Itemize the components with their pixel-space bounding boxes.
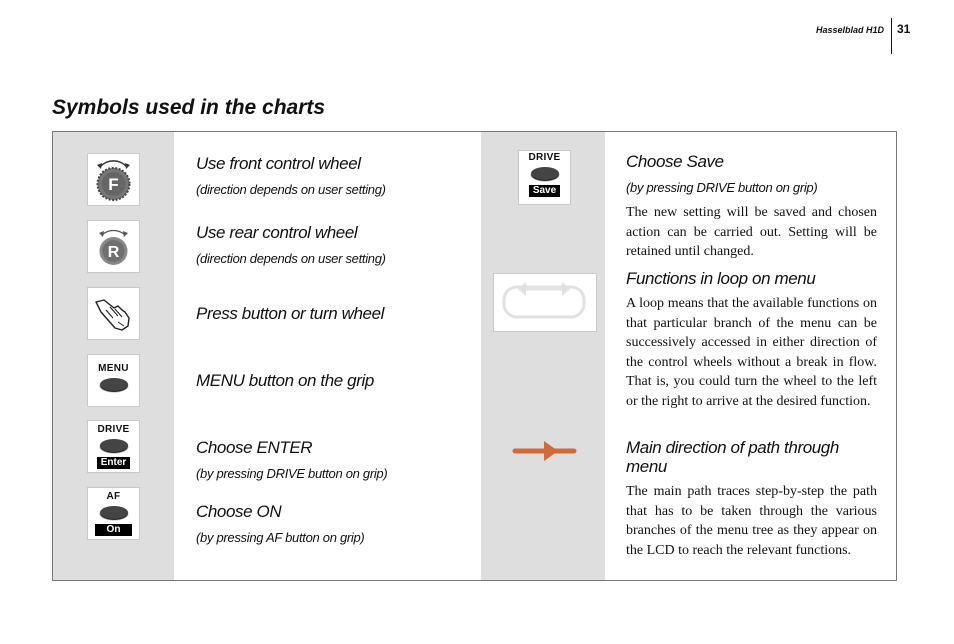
drive-button-label: DRIVE [528,152,561,163]
row-title: Functions in loop on menu [626,269,816,288]
page-number: 31 [897,22,911,36]
row-title: Main direction of path through menu [626,438,839,476]
save-tag: Save [529,185,560,197]
grip-button-shape [100,506,128,519]
menu-button-icon [87,354,140,407]
row-title: Choose ENTER [196,438,313,457]
brand-label: Hasselblad H1D [815,25,884,35]
drive-button-label: DRIVE [97,424,130,435]
row-description: A loop means that the available functions on that particular branch of the menu can be successively accessed in either direction of the control wheels without a break in flow. That is, you could turn the wheel to the left or the right to arrive at the desired function. [626,296,877,409]
row-subtitle: (direction depends on user setting) [196,182,386,197]
wheel-letter-f: F [108,175,119,194]
grip-button-shape [100,378,128,391]
row-title: Use front control wheel [196,154,361,173]
symbols-table [52,131,897,581]
af-on-button-icon [87,487,140,540]
row-subtitle: (by pressing AF button on grip) [196,530,365,545]
on-tag: On [95,524,133,536]
enter-tag: Enter [97,457,131,469]
row-title: Choose ON [196,502,282,521]
page-title: Symbols used in the charts [52,96,326,119]
drive-save-button-icon [518,150,571,205]
row-subtitle: (direction depends on user setting) [196,251,386,266]
row-description: The main path traces step-by-step the path that has to be taken through the various branches of the menu tree as they appear on the LCD to reach the relevant functions. [626,484,877,558]
row-description: The new setting will be saved and chosen action can be carried out. Setting will be retained until changed. [626,205,877,259]
row-subtitle: (by pressing DRIVE button on grip) [626,180,818,195]
grip-button-shape [531,167,559,180]
row-subtitle: (by pressing DRIVE button on grip) [196,466,388,481]
row-title: Choose Save [626,152,724,171]
row-title: Press button or turn wheel [196,304,385,323]
row-title: Use rear control wheel [196,223,358,242]
row-title: MENU button on the grip [196,371,374,390]
main-direction-arrow-icon [512,439,580,463]
menu-button-label: MENU [98,363,129,374]
front-control-wheel-icon [87,153,140,206]
header-divider [891,18,892,54]
pointing-hand-icon [87,287,140,340]
af-button-label: AF [106,491,121,502]
loop-arrows-icon [493,273,597,332]
grip-button-shape [100,439,128,452]
drive-enter-button-icon [87,420,140,473]
rear-control-wheel-icon [87,220,140,273]
wheel-letter-r: R [107,244,120,261]
